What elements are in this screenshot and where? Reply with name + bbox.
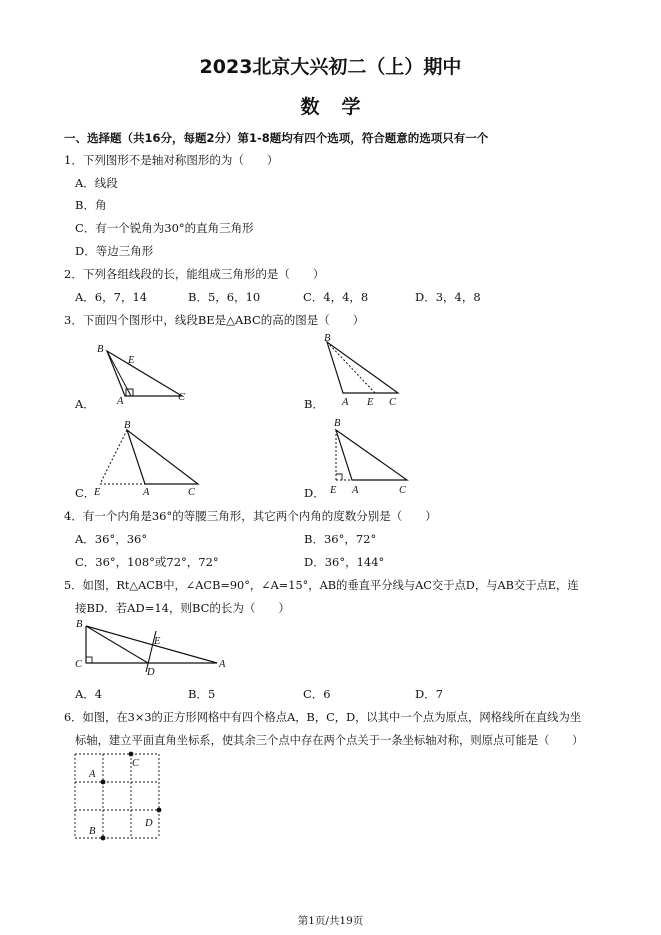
point-a-label: A [117,396,124,407]
question-5-stem-line2: 接BD．若AD=14，则BC的长为（ ） [75,601,290,615]
point-c-label: C [188,487,196,498]
grid-point-c [129,752,134,757]
question-2-option-a: A．6，7，14 [75,290,148,304]
question-1-option-b: B．角 [75,198,107,212]
question-6-stem-line2: 标轴，建立平面直角坐标系，使其余三个点中存在两个点关于一条坐标轴对称，则原点可能是（ ） [75,734,584,747]
segment-ba [86,626,217,663]
question-3-figure-d [322,414,422,498]
point-c-label: C [399,485,407,496]
triangle-abc [327,342,398,393]
point-e-label: E [367,397,374,408]
question-5-stem-line1: 5．如图，Rt△ACB中，∠ACB=90°，∠A=15°，AB的垂直平分线与AC交于点D，与AB交于点E，连 [64,579,579,592]
point-b-label: B [324,333,331,344]
grid-point-b [101,836,106,841]
point-c-label: C [178,392,186,403]
question-2-stem: 2．下列各组线段的长，能组成三角形的是（ ） [64,267,325,281]
question-3-figure-b [315,330,415,408]
point-b-label: B [76,619,83,630]
question-3-option-b: B． [304,397,324,411]
point-e-label: E [154,636,161,647]
question-3-option-d: D． [304,486,325,500]
question-5-option-b: B．5 [188,687,216,701]
question-5-figure [72,614,237,682]
point-c-label: C [75,659,83,670]
point-c-label: C [132,758,140,769]
point-d-label: D [147,667,155,678]
question-5-option-c: C．6 [303,687,331,701]
segment-be [327,342,375,393]
point-b-label: B [89,826,96,837]
question-3-figure-c [88,418,213,498]
question-2-option-c: C．4，4，8 [303,290,369,304]
question-4-option-c: C．36°，108°或72°，72° [75,555,219,569]
triangle-abc [107,351,182,396]
point-c-label: C [389,397,397,408]
grid-point-a [101,780,106,785]
point-d-label: D [145,818,153,829]
section-heading: 一、选择题（共16分，每题2分）第1-8题均有四个选项，符合题意的选项只有一个 [64,131,489,145]
point-e-label: E [94,487,101,498]
grid-point-d [157,808,162,813]
question-4-stem: 4．有一个内角是36°的等腰三角形，其它两个内角的度数分别是（ ） [64,509,437,523]
triangle-abc [127,430,198,484]
question-3-figure-a [90,338,210,408]
right-angle-mark [336,474,342,480]
question-1-stem: 1．下列图形不是轴对称图形的为（ ） [64,153,279,167]
question-4-option-b: B．36°，72° [304,532,377,546]
question-4-option-d: D．36°，144° [304,555,385,569]
question-5-option-a: A．4 [75,687,103,701]
point-a-label: A [219,659,226,670]
point-e-label: E [330,485,337,496]
question-3-stem: 3．下面四个图形中，线段BE是△ABC的高的图是（ ） [64,313,365,327]
point-e-label: E [128,355,135,366]
question-6-stem-line1: 6．如图，在3×3的正方形网格中有四个格点A，B，C，D，以其中一个点为原点，网格线所在直线为坐 [64,711,582,724]
right-angle-mark [86,657,92,663]
point-a-label: A [342,397,349,408]
segment-be [100,430,127,484]
question-1-option-d: D．等边三角形 [75,244,154,258]
point-b-label: B [334,418,341,429]
page-title: 2023北京大兴初二（上）期中 [199,56,462,78]
question-1-option-c: C．有一个锐角为30°的直角三角形 [75,221,254,235]
subject-heading: 数学 [300,96,383,118]
question-5-option-d: D．7 [415,687,444,701]
segment-bd [86,626,148,663]
point-a-label: A [143,487,150,498]
question-2-option-d: D．3，4，8 [415,290,481,304]
question-1-option-a: A．线段 [75,176,118,190]
question-3-option-c: C． [75,486,96,500]
point-a-label: A [352,485,359,496]
question-6-grid-figure [70,750,170,845]
point-a-label: A [89,769,96,780]
question-4-option-a: A．36°，36° [75,532,148,546]
page-footer: 第1页/共19页 [297,915,364,927]
point-b-label: B [97,344,104,355]
triangle-abc [336,430,407,480]
question-3-option-a: A． [75,397,95,411]
question-2-option-b: B．5，6，10 [188,290,261,304]
point-b-label: B [124,420,131,431]
